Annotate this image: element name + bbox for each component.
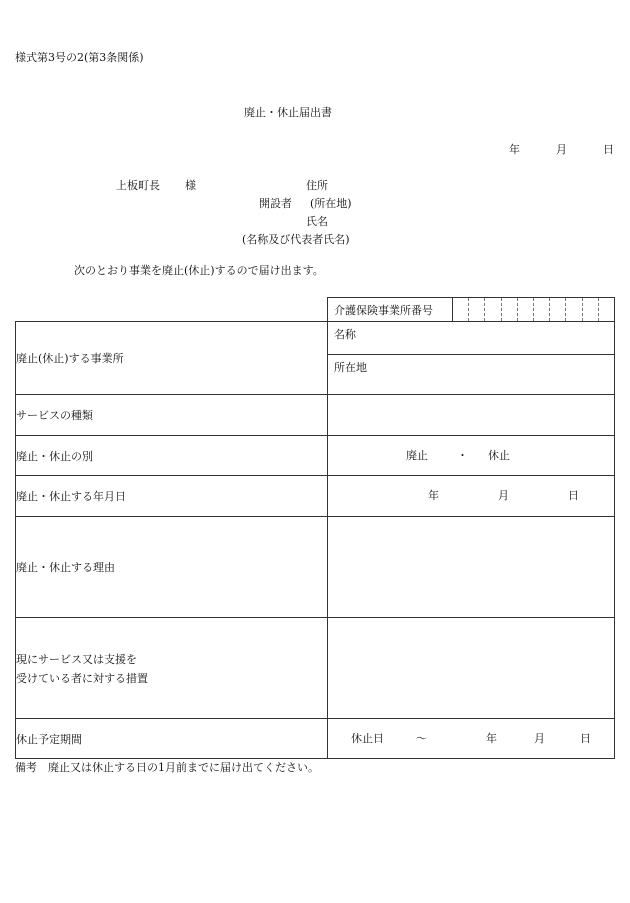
facility-location-label: 所在地 xyxy=(334,361,367,374)
facility-name-label: 名称 xyxy=(334,328,356,341)
measures-label-line2: 受けている者に対する措置 xyxy=(16,671,148,685)
period-label: 休止予定期間 xyxy=(16,719,328,759)
form-code: 様式第3号の2(第3条関係) xyxy=(15,51,144,64)
reason-field[interactable] xyxy=(328,517,615,618)
facility-id-digit-box[interactable] xyxy=(518,298,534,321)
date-month: 月 xyxy=(556,143,567,156)
applicant-role-label: 開設者 xyxy=(259,197,292,210)
type-suspend-option[interactable]: 休止 xyxy=(488,449,510,462)
facility-id-digit-box[interactable] xyxy=(502,298,518,321)
facility-id-digit-box[interactable] xyxy=(485,298,501,321)
name-note: (名称及び代表者氏名) xyxy=(242,233,350,246)
date-field[interactable] xyxy=(328,476,615,517)
measures-label-line1: 現にサービス又は支援を xyxy=(16,652,137,666)
measures-field[interactable] xyxy=(328,618,615,719)
period-day-label: 日 xyxy=(580,732,591,745)
facility-id-row xyxy=(328,298,615,322)
address-label: 住所 xyxy=(306,179,328,192)
facility-id-digit-box[interactable] xyxy=(453,298,469,321)
type-separator: ・ xyxy=(457,449,468,462)
measures-label xyxy=(16,618,328,719)
location-label: (所在地) xyxy=(310,197,352,210)
date-day-label: 日 xyxy=(568,489,579,502)
service-type-label: サービスの種類 xyxy=(16,395,328,436)
notification-table xyxy=(15,297,615,759)
period-tilde: 〜 xyxy=(416,732,427,745)
remarks-note: 備考 廃止又は休止する日の1月前までに届け出てください。 xyxy=(15,761,319,774)
addressee-honorific: 様 xyxy=(185,179,196,192)
facility-id-digit-box[interactable] xyxy=(566,298,582,321)
reason-label: 廃止・休止する理由 xyxy=(16,517,328,618)
service-type-field[interactable] xyxy=(328,395,615,436)
date-day: 日 xyxy=(603,143,614,156)
type-field[interactable] xyxy=(328,436,615,476)
period-start-label: 休止日 xyxy=(351,732,384,745)
period-field[interactable] xyxy=(328,719,615,759)
date-label: 廃止・休止する年月日 xyxy=(16,476,328,517)
document-title: 廃止・休止届出書 xyxy=(244,106,332,119)
facility-id-digit-box[interactable] xyxy=(583,298,599,321)
addressee-name: 上板町長 xyxy=(116,179,160,192)
facility-label: 廃止(休止)する事業所 xyxy=(16,322,328,395)
type-label: 廃止・休止の別 xyxy=(16,436,328,476)
date-month-label: 月 xyxy=(498,489,509,502)
facility-location-field[interactable] xyxy=(328,354,614,394)
facility-name-field[interactable] xyxy=(328,322,614,354)
intro-text: 次のとおり事業を廃止(休止)するので届け出ます。 xyxy=(74,264,324,277)
facility-id-digit-box[interactable] xyxy=(550,298,566,321)
date-year: 年 xyxy=(509,143,520,156)
period-month-label: 月 xyxy=(534,732,545,745)
facility-id-digit-box[interactable] xyxy=(534,298,550,321)
type-abolish-option[interactable]: 廃止 xyxy=(406,449,428,462)
facility-id-digit-box[interactable] xyxy=(469,298,485,321)
facility-id-digit-box[interactable] xyxy=(599,298,614,321)
name-label: 氏名 xyxy=(306,215,328,228)
date-year-label: 年 xyxy=(428,489,439,502)
period-year-label: 年 xyxy=(486,732,497,745)
facility-id-label: 介護保険事業所番号 xyxy=(328,298,453,321)
